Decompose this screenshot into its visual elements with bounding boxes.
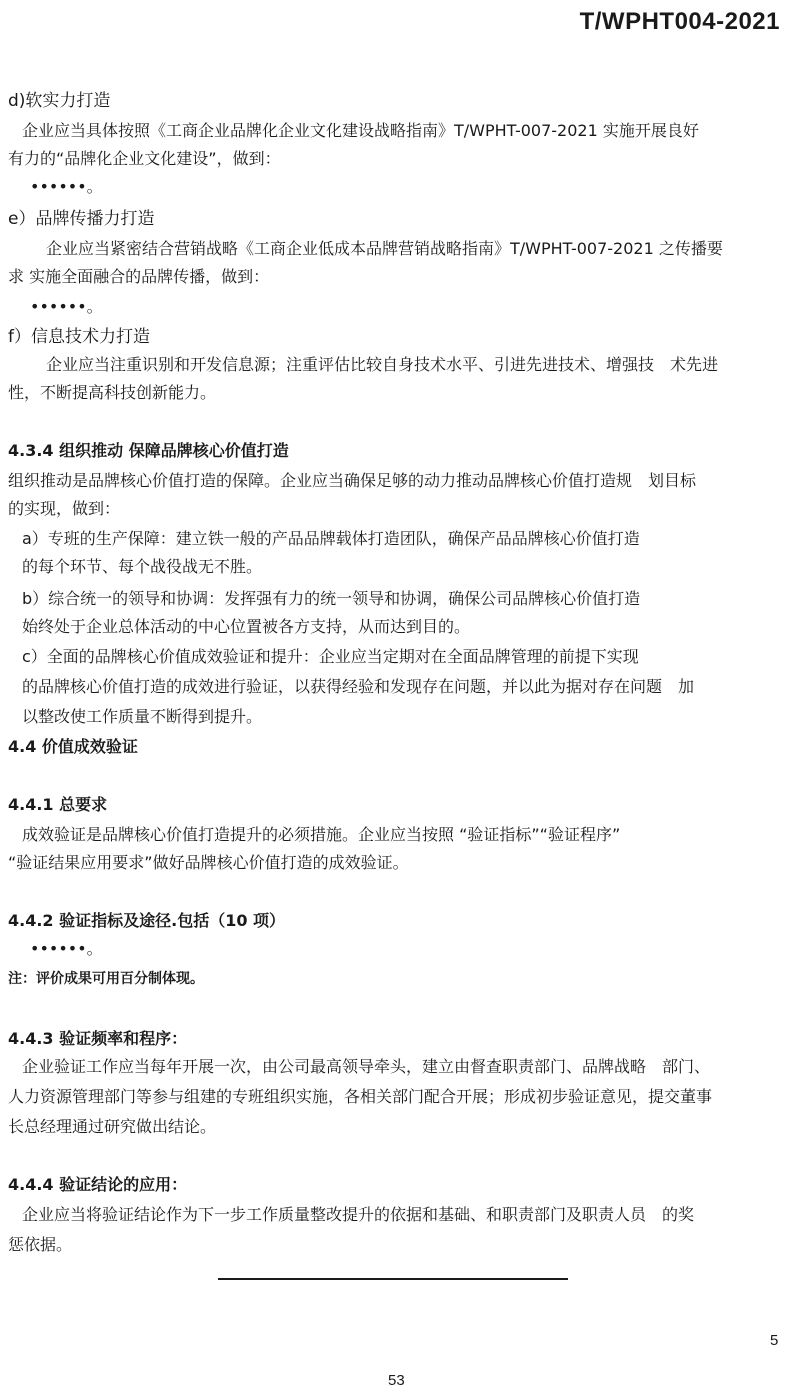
paragraph-line: 企业应当紧密结合营销战略《工商企业低成本品牌营销战略指南》T/WPHT-007-2021 之传播要 xyxy=(46,239,723,258)
section-heading: 4.4 价值成效验证 xyxy=(8,737,138,756)
paragraph-line: ••••••。 xyxy=(30,939,103,958)
paragraph-line: 企业应当将验证结论作为下一步工作质量整改提升的依据和基础、和职责部门及职责人员 的奖 xyxy=(22,1205,695,1224)
section-heading: 4.4.1 总要求 xyxy=(8,795,108,814)
paragraph-line: 求 实施全面融合的品牌传播，做到： xyxy=(8,267,270,286)
paragraph-line: 以整改使工作质量不断得到提升。 xyxy=(22,707,263,726)
paragraph-line: 人力资源管理部门等参与组建的专班组织实施，各相关部门配合开展；形成初步验证意见，提交董事 xyxy=(8,1087,713,1106)
paragraph-line: 性，不断提高科技创新能力。 xyxy=(8,383,217,402)
section-heading: e）品牌传播力打造 xyxy=(8,209,155,229)
paragraph-line: ••••••。 xyxy=(30,177,103,196)
paragraph-line: 企业应当具体按照《工商企业品牌化企业文化建设战略指南》T/WPHT-007-2021 实施开展良好 xyxy=(22,121,699,140)
paragraph-line: b）综合统一的领导和协调：发挥强有力的统一领导和协调，确保公司品牌核心价值打造 xyxy=(22,589,641,608)
paragraph-line: 的实现，做到： xyxy=(8,499,121,518)
paragraph-line: ••••••。 xyxy=(30,297,103,316)
section-heading: 4.4.4 验证结论的应用： xyxy=(8,1175,188,1194)
paragraph-line: 始终处于企业总体活动的中心位置被各方支持，从而达到目的。 xyxy=(22,617,471,636)
paragraph-line: 企业应当注重识别和开发信息源；注重评估比较自身技术水平、引进先进技术、增强技 术先进 xyxy=(46,355,719,374)
paragraph-line: 成效验证是品牌核心价值打造提升的必须措施。企业应当按照 “验证指标”“验证程序” xyxy=(22,825,621,844)
paragraph-line: 有力的“品牌化企业文化建设”，做到： xyxy=(8,149,281,168)
paragraph-line: 企业验证工作应当每年开展一次，由公司最高领导牵头，建立由督查职责部门、品牌战略 部门、 xyxy=(22,1057,711,1076)
section-page-number: 5 xyxy=(770,1332,779,1349)
end-rule xyxy=(218,1278,568,1280)
paragraph-line: 组织推动是品牌核心价值打造的保障。企业应当确保足够的动力推动品牌核心价值打造规 划目标 xyxy=(8,471,697,490)
section-heading: 4.4.2 验证指标及途径.包括（10 项） xyxy=(8,911,286,930)
paragraph-line: 的品牌核心价值打造的成效进行验证，以获得经验和发现存在问题，并以此为据对存在问题 加 xyxy=(22,677,695,696)
paragraph-line: 的每个环节、每个战役战无不胜。 xyxy=(22,557,263,576)
section-heading: 4.3.4 组织推动 保障品牌核心价值打造 xyxy=(8,441,289,460)
paragraph-line: c）全面的品牌核心价值成效验证和提升：企业应当定期对在全面品牌管理的前提下实现 xyxy=(22,647,639,666)
paragraph-line: “验证结果应用要求”做好品牌核心价值打造的成效验证。 xyxy=(8,853,409,872)
paragraph-line: 惩依据。 xyxy=(8,1235,73,1254)
page-number: 53 xyxy=(388,1372,405,1389)
section-heading: 4.4.3 验证频率和程序： xyxy=(8,1029,188,1048)
note-text: 注：评价成果可用百分制体现。 xyxy=(8,971,204,987)
section-heading: d)软实力打造 xyxy=(8,91,111,111)
standard-number: T/WPHT004-2021 xyxy=(579,8,780,35)
section-heading: f）信息技术力打造 xyxy=(8,327,150,347)
paragraph-line: a）专班的生产保障：建立铁一般的产品品牌载体打造团队，确保产品品牌核心价值打造 xyxy=(22,529,640,548)
paragraph-line: 长总经理通过研究做出结论。 xyxy=(8,1117,217,1136)
